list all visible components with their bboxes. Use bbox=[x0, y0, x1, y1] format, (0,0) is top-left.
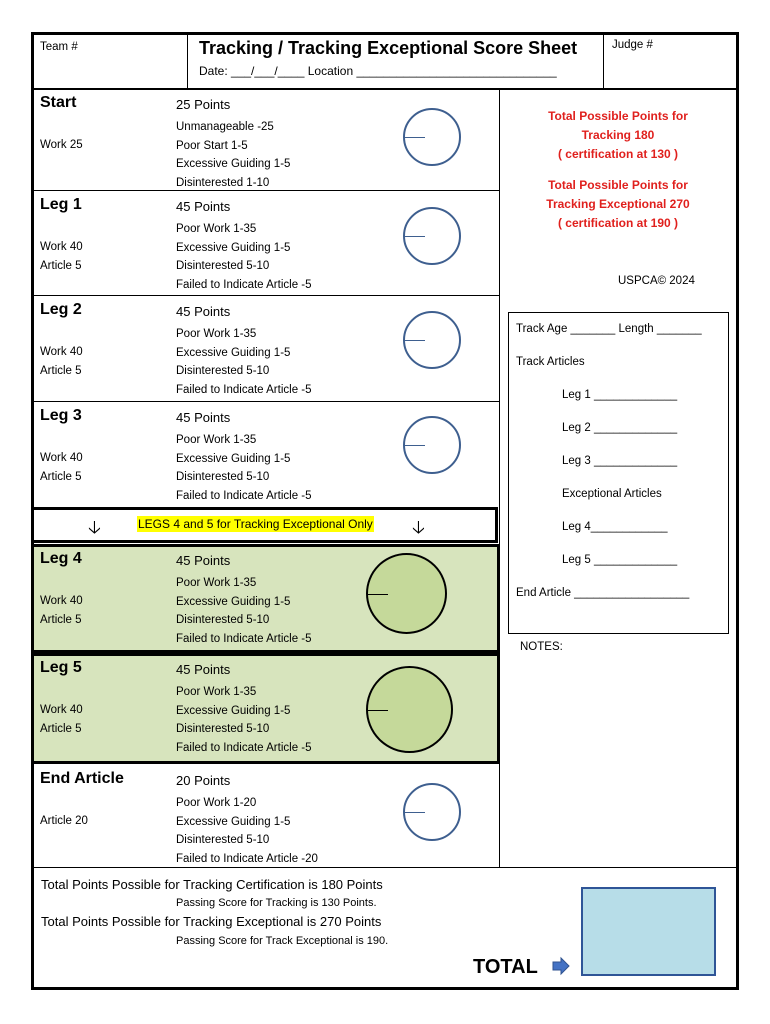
deduction-item: Disinterested 5-10 bbox=[176, 614, 270, 626]
deduction-item: Failed to Indicate Article -5 bbox=[176, 278, 312, 291]
score-circle[interactable] bbox=[403, 416, 461, 474]
page-title: Tracking / Tracking Exceptional Score Sheet bbox=[199, 38, 578, 58]
leg5-article-field[interactable]: Leg 5 _____________ bbox=[562, 554, 678, 566]
leg4-article-field[interactable]: Leg 4____________ bbox=[562, 521, 668, 533]
article-points: Article 20 bbox=[40, 815, 88, 827]
score-circle[interactable] bbox=[403, 108, 461, 166]
score-circle[interactable] bbox=[366, 553, 447, 634]
header-divider-right bbox=[603, 32, 604, 88]
total-label: TOTAL bbox=[473, 956, 538, 978]
track-articles-label: Track Articles bbox=[516, 356, 585, 368]
footer-line-4: Passing Score for Track Exceptional is 190. bbox=[176, 935, 389, 947]
row-divider bbox=[31, 190, 499, 191]
total-score-box[interactable] bbox=[581, 887, 716, 976]
leg2-article-field[interactable]: Leg 2 _____________ bbox=[562, 422, 678, 434]
total-points-exceptional: Total Possible Points for Tracking Exceptional 270 ( certification at 190 ) bbox=[546, 178, 690, 230]
leg3-article-field[interactable]: Leg 3 _____________ bbox=[562, 455, 678, 467]
arrow-right-icon bbox=[551, 956, 571, 976]
score-circle[interactable] bbox=[403, 311, 461, 369]
work-points: Work 40 bbox=[40, 704, 83, 716]
segment-title: End Article bbox=[40, 770, 124, 787]
segment-points: 45 Points bbox=[176, 304, 231, 319]
deduction-item: Excessive Guiding 1-5 bbox=[176, 158, 291, 170]
deduction-item: Failed to Indicate Article -5 bbox=[176, 632, 312, 645]
header-divider bbox=[31, 88, 739, 90]
segment-title: Start bbox=[40, 94, 77, 111]
circle-tick bbox=[405, 340, 425, 341]
end-article-field[interactable]: End Article __________________ bbox=[516, 587, 690, 599]
deduction-item: Failed to Indicate Article -20 bbox=[176, 852, 318, 865]
judge-label: Judge # bbox=[612, 39, 653, 51]
score-circle[interactable] bbox=[366, 666, 453, 753]
work-points: Work 25 bbox=[40, 139, 83, 151]
segment-points: 45 Points bbox=[176, 410, 231, 425]
article-points: Article 5 bbox=[40, 613, 82, 626]
deduction-item: Poor Work 1-35 bbox=[176, 328, 257, 340]
track-age-length-field[interactable]: Track Age _______ Length _______ bbox=[516, 323, 702, 335]
deduction-item: Poor Work 1-35 bbox=[176, 434, 257, 446]
deduction-item: Poor Work 1-35 bbox=[176, 223, 257, 235]
deduction-item: Excessive Guiding 1-5 bbox=[176, 346, 291, 359]
team-label: Team # bbox=[40, 41, 78, 53]
deduction-item: Excessive Guiding 1-5 bbox=[176, 704, 291, 717]
article-points: Article 5 bbox=[40, 364, 82, 377]
circle-tick bbox=[405, 137, 425, 138]
deduction-item: Failed to Indicate Article -5 bbox=[176, 741, 312, 754]
deduction-item: Failed to Indicate Article -5 bbox=[176, 489, 312, 502]
circle-tick bbox=[368, 594, 388, 595]
copyright: USPCA© 2024 bbox=[618, 275, 695, 287]
work-points: Work 40 bbox=[40, 452, 83, 464]
work-points: Work 40 bbox=[40, 346, 83, 358]
segment-points: 45 Points bbox=[176, 199, 231, 214]
banner-text: LEGS 4 and 5 for Tracking Exceptional Only bbox=[138, 517, 373, 531]
circle-tick bbox=[405, 812, 425, 813]
segment-points: 45 Points bbox=[176, 662, 231, 677]
row-divider bbox=[31, 401, 499, 402]
notes-label: NOTES: bbox=[520, 641, 563, 653]
date-location-line: Date: ___/___/____ Location ______________________________ bbox=[199, 64, 557, 78]
article-points: Article 5 bbox=[40, 722, 82, 735]
segment-points: 20 Points bbox=[176, 773, 231, 788]
footer-line-1: Total Points Possible for Tracking Certification is 180 Points bbox=[41, 877, 383, 892]
deduction-item: Poor Work 1-35 bbox=[176, 577, 257, 589]
total-points-tracking: Total Possible Points for Tracking 180 ( certification at 130 ) bbox=[548, 109, 688, 161]
score-circle[interactable] bbox=[403, 783, 461, 841]
footer-divider bbox=[31, 867, 739, 868]
deduction-item: Disinterested 5-10 bbox=[176, 365, 270, 377]
circle-tick bbox=[405, 445, 425, 446]
deduction-item: Poor Start 1-5 bbox=[176, 139, 248, 152]
down-arrow-icon: 🡣 bbox=[88, 517, 101, 537]
deduction-item: Disinterested 5-10 bbox=[176, 260, 270, 272]
deduction-item: Disinterested 5-10 bbox=[176, 834, 270, 846]
segment-title: Leg 5 bbox=[40, 659, 82, 676]
footer-line-3: Total Points Possible for Tracking Exceptional is 270 Points bbox=[41, 914, 382, 929]
legs-banner bbox=[31, 507, 498, 543]
leg1-article-field[interactable]: Leg 1 _____________ bbox=[562, 389, 678, 401]
header-divider-left bbox=[187, 32, 188, 88]
deduction-item: Excessive Guiding 1-5 bbox=[176, 241, 291, 254]
down-arrow-icon: 🡣 bbox=[412, 517, 425, 537]
segment-title: Leg 4 bbox=[40, 550, 82, 567]
deduction-item: Failed to Indicate Article -5 bbox=[176, 383, 312, 396]
work-points: Work 40 bbox=[40, 241, 83, 253]
segment-points: 25 Points bbox=[176, 97, 231, 112]
article-points: Article 5 bbox=[40, 259, 82, 272]
deduction-item: Excessive Guiding 1-5 bbox=[176, 815, 291, 828]
article-points: Article 5 bbox=[40, 470, 82, 483]
work-points: Work 40 bbox=[40, 595, 83, 607]
row-divider bbox=[31, 295, 499, 296]
deduction-item: Disinterested 5-10 bbox=[176, 471, 270, 483]
segment-points: 45 Points bbox=[176, 553, 231, 568]
deduction-item: Excessive Guiding 1-5 bbox=[176, 452, 291, 465]
deduction-item: Unmanageable -25 bbox=[176, 121, 274, 133]
circle-tick bbox=[405, 236, 425, 237]
segment-title: Leg 3 bbox=[40, 407, 82, 424]
score-circle[interactable] bbox=[403, 207, 461, 265]
deduction-item: Disinterested 5-10 bbox=[176, 723, 270, 735]
deduction-item: Excessive Guiding 1-5 bbox=[176, 595, 291, 608]
segment-title: Leg 2 bbox=[40, 301, 82, 318]
deduction-item: Disinterested 1-10 bbox=[176, 176, 270, 189]
exceptional-articles-label: Exceptional Articles bbox=[562, 488, 662, 500]
footer-line-2: Passing Score for Tracking is 130 Points. bbox=[176, 897, 377, 909]
segment-title: Leg 1 bbox=[40, 196, 82, 213]
circle-tick bbox=[368, 710, 388, 711]
deduction-item: Poor Work 1-35 bbox=[176, 686, 257, 698]
deduction-item: Poor Work 1-20 bbox=[176, 797, 257, 809]
